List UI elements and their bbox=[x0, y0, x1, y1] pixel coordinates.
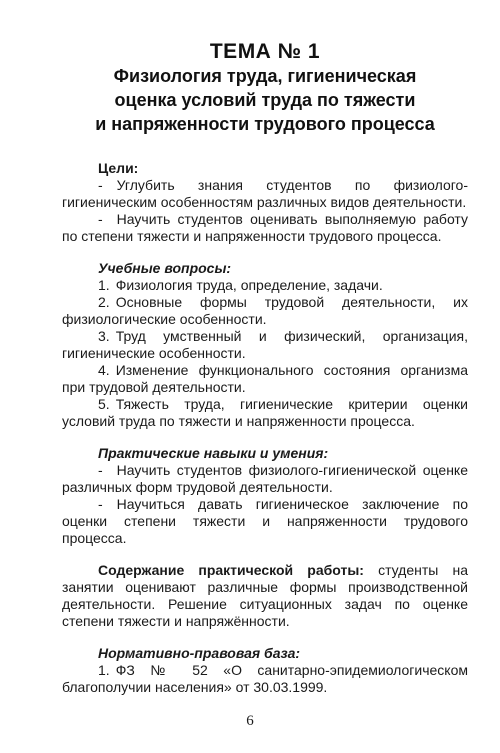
list-marker: - bbox=[98, 462, 103, 478]
question-text: Изменение функционального состояния организма при трудовой деятельности. bbox=[62, 362, 468, 395]
legal-text: ФЗ № 52 «О санитарно-эпидемиологическом благополучии населения» от 30.03.1999. bbox=[62, 662, 468, 695]
topic-title-block bbox=[62, 40, 468, 136]
questions-section bbox=[62, 260, 468, 430]
goal-text: Научить студентов оценивать выполняемую работу по степени тяжести и напряженности трудового процесса. bbox=[62, 211, 468, 244]
goal-text: Углубить знания студентов по физиолого-гигиеническим особенностям различных видов деятельности. bbox=[62, 177, 468, 210]
question-text: Труд умственный и физический, организация, гигиенические особенности. bbox=[62, 328, 468, 361]
legal-item bbox=[62, 662, 468, 696]
goal-item bbox=[62, 211, 468, 245]
question-item bbox=[62, 362, 468, 396]
list-marker: 3. bbox=[98, 328, 110, 344]
goals-section bbox=[62, 160, 468, 245]
list-marker: 2. bbox=[98, 294, 110, 310]
questions-heading: Учебные вопросы: bbox=[98, 260, 232, 276]
page-number: 6 bbox=[246, 713, 254, 729]
practical-text: студенты на занятии оценивают различные формы производственной деятельности. Решение ситуационных задач по оценке степени тяжести и напряжённости. bbox=[62, 562, 468, 629]
topic-title-line-2: оценка условий труда по тяжести bbox=[114, 90, 416, 110]
list-marker: - bbox=[98, 211, 103, 227]
legal-heading: Нормативно-правовая база: bbox=[98, 645, 301, 661]
skill-text: Научиться давать гигиеническое заключение по оценки степени тяжести и напряженности трудового процесса. bbox=[62, 496, 468, 546]
practical-section bbox=[62, 562, 468, 630]
question-item bbox=[62, 277, 468, 294]
list-marker: 4. bbox=[98, 362, 110, 378]
question-item bbox=[62, 396, 468, 430]
skills-section bbox=[62, 445, 468, 547]
goals-heading: Цели: bbox=[98, 160, 139, 176]
topic-title-line-1: Физиология труда, гигиеническая bbox=[113, 66, 417, 86]
list-marker: 1. bbox=[98, 277, 110, 293]
topic-title-line-3: и напряженности трудового процесса bbox=[95, 114, 435, 134]
list-marker: 5. bbox=[98, 396, 110, 412]
practical-paragraph bbox=[62, 562, 468, 630]
goal-item bbox=[62, 177, 468, 211]
skill-text: Научить студентов физиолого-гигиенической оценке различных форм трудовой деятельности. bbox=[62, 462, 468, 495]
question-text: Основные формы трудовой деятельности, их физиологические особенности. bbox=[62, 294, 468, 327]
question-text: Физиология труда, определение, задачи. bbox=[115, 277, 383, 293]
practical-heading: Содержание практической работы: bbox=[98, 562, 364, 578]
question-text: Тяжесть труда, гигиенические критерии оценки условий труда по тяжести и напряженности процесса. bbox=[62, 396, 468, 429]
topic-number: ТЕМА № 1 bbox=[209, 40, 321, 63]
list-marker: - bbox=[98, 177, 103, 193]
list-marker: - bbox=[98, 496, 103, 512]
skills-heading: Практические навыки и умения: bbox=[98, 445, 329, 461]
skill-item bbox=[62, 462, 468, 496]
document-page bbox=[62, 40, 468, 696]
question-item bbox=[62, 328, 468, 362]
skill-item bbox=[62, 496, 468, 547]
list-marker: 1. bbox=[98, 662, 110, 678]
legal-section bbox=[62, 645, 468, 696]
question-item bbox=[62, 294, 468, 328]
